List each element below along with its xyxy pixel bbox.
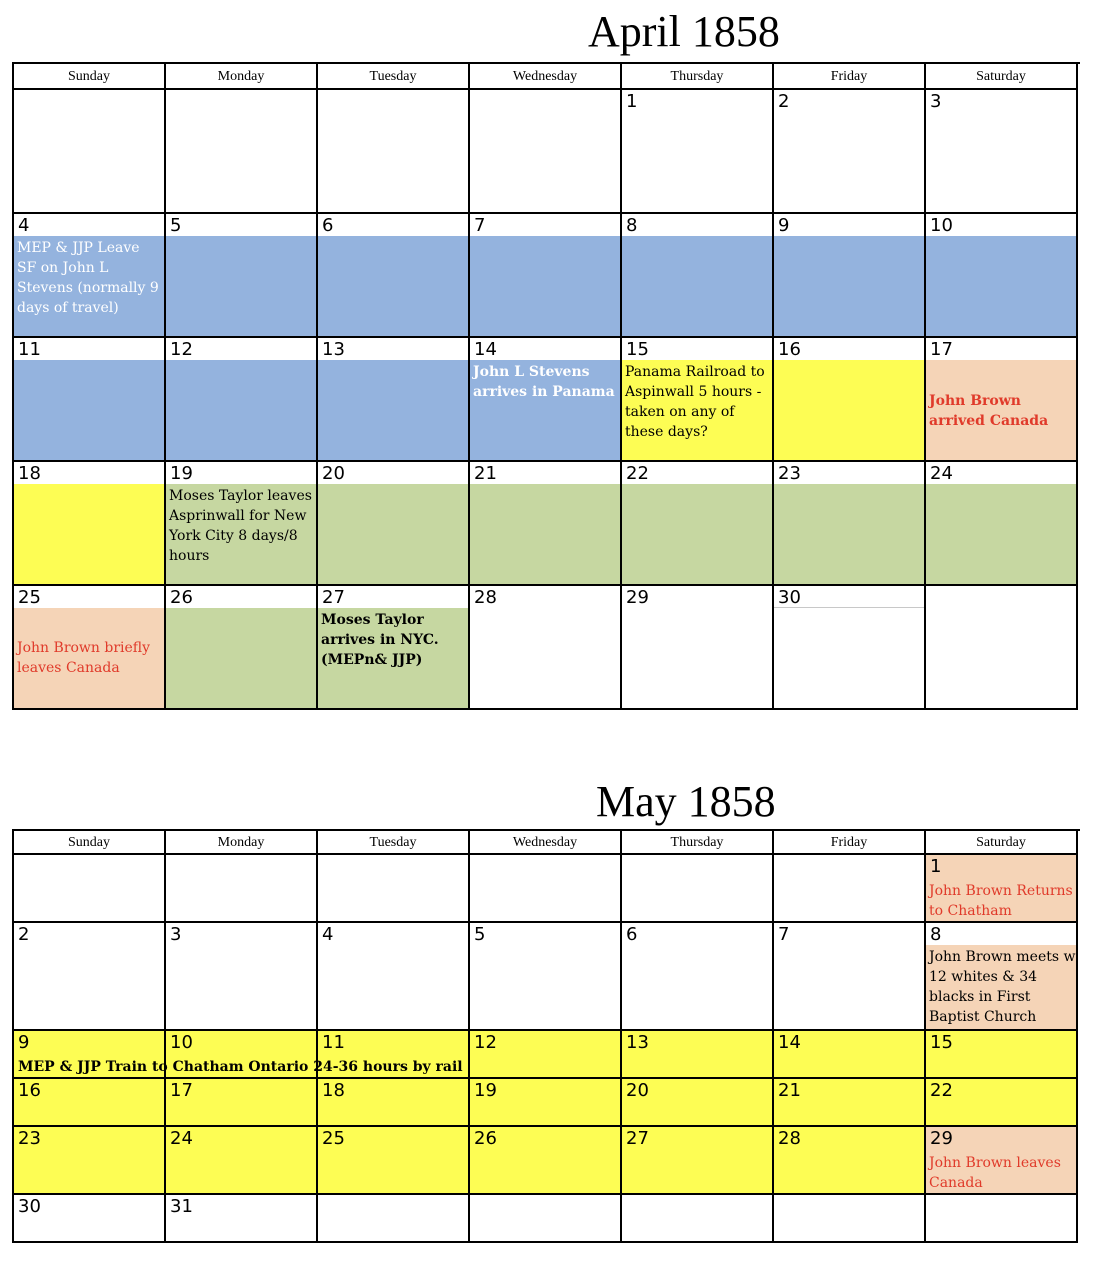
header-wednesday: Wednesday xyxy=(470,831,622,855)
event-moses-taylor-leaves: Moses Taylor leaves Asprinwall for New York City 8 days/8 hours xyxy=(169,488,312,564)
day-number: 26 xyxy=(474,1128,497,1149)
header-thursday: Thursday xyxy=(622,64,774,90)
day-cell-empty xyxy=(774,855,926,923)
day-cell-may-28 xyxy=(774,1127,926,1195)
day-cell-empty xyxy=(318,855,470,923)
event-john-brown-leaves: John Brown briefly leaves Canada xyxy=(17,640,151,676)
day-cell-apr-14 xyxy=(470,338,622,462)
day-number: 4 xyxy=(322,924,334,945)
day-cell-may-14 xyxy=(774,1031,926,1079)
day-number: 6 xyxy=(626,924,638,945)
day-number: 18 xyxy=(322,1080,345,1101)
event-leave-sf: MEP & JJP Leave SF on John L Stevens (normally 9 days of travel) xyxy=(17,240,159,316)
event-arrives-panama: John L Stevens arrives in Panama xyxy=(473,364,615,400)
day-cell-apr-7 xyxy=(470,214,622,338)
day-cell-may-31 xyxy=(166,1195,318,1243)
travel-band xyxy=(926,236,1076,336)
day-number: 1 xyxy=(930,856,942,877)
day-number: 14 xyxy=(474,339,497,360)
day-cell-may-25 xyxy=(318,1127,470,1195)
day-cell-may-7 xyxy=(774,923,926,1031)
day-cell-may-8 xyxy=(926,923,1078,1031)
day-cell-may-3 xyxy=(166,923,318,1031)
day-number: 22 xyxy=(930,1080,953,1101)
header-wednesday: Wednesday xyxy=(470,64,622,90)
day-cell-may-18 xyxy=(318,1079,470,1127)
header-monday: Monday xyxy=(166,64,318,90)
ship-band xyxy=(774,484,924,584)
day-cell-may-19 xyxy=(470,1079,622,1127)
day-number: 24 xyxy=(930,463,953,484)
day-cell-apr-12 xyxy=(166,338,318,462)
travel-band xyxy=(166,360,316,460)
day-number: 15 xyxy=(626,339,649,360)
day-cell-apr-20 xyxy=(318,462,470,586)
travel-band xyxy=(166,236,316,336)
travel-band xyxy=(14,360,164,460)
day-cell-may-12 xyxy=(470,1031,622,1079)
day-cell-may-2 xyxy=(14,923,166,1031)
day-cell-empty xyxy=(926,586,1078,710)
day-cell-apr-16 xyxy=(774,338,926,462)
day-number: 17 xyxy=(170,1080,193,1101)
day-cell-empty xyxy=(622,855,774,923)
may-calendar xyxy=(12,829,1080,1243)
day-number: 3 xyxy=(930,91,942,112)
day-cell-may-6 xyxy=(622,923,774,1031)
event-panama-railroad: Panama Railroad to Aspinwall 5 hours - taken on any of these days? xyxy=(625,364,765,440)
header-tuesday: Tuesday xyxy=(318,64,470,90)
day-cell-may-15 xyxy=(926,1031,1078,1079)
day-number: 12 xyxy=(170,339,193,360)
day-cell-empty xyxy=(622,1195,774,1243)
day-cell-may-29 xyxy=(926,1127,1078,1195)
day-number: 2 xyxy=(778,91,790,112)
day-cell-may-30 xyxy=(14,1195,166,1243)
day-cell-apr-4 xyxy=(14,214,166,338)
day-number: 8 xyxy=(626,215,638,236)
day-cell-apr-24 xyxy=(926,462,1078,586)
day-number: 5 xyxy=(474,924,486,945)
day-number: 20 xyxy=(626,1080,649,1101)
day-cell-may-16 xyxy=(14,1079,166,1127)
day-cell-apr-1 xyxy=(622,90,774,214)
day-number: 18 xyxy=(18,463,41,484)
ship-band xyxy=(622,484,772,584)
day-cell-may-4 xyxy=(318,923,470,1031)
day-number: 6 xyxy=(322,215,334,236)
event-john-brown-arrived: John Brown arrived Canada xyxy=(929,393,1049,429)
day-cell-apr-22 xyxy=(622,462,774,586)
day-number: 9 xyxy=(18,1032,30,1053)
day-cell-empty xyxy=(470,855,622,923)
day-cell-apr-27 xyxy=(318,586,470,710)
event-john-brown-returns: John Brown Returns to Chatham xyxy=(929,883,1073,919)
day-cell-apr-25 xyxy=(14,586,166,710)
day-cell-apr-30 xyxy=(774,586,926,710)
travel-band xyxy=(774,236,924,336)
day-number: 31 xyxy=(170,1196,193,1217)
day-number: 21 xyxy=(778,1080,801,1101)
day-number: 19 xyxy=(170,463,193,484)
day-number: 21 xyxy=(474,463,497,484)
day-cell-apr-26 xyxy=(166,586,318,710)
day-number: 25 xyxy=(322,1128,345,1149)
day-number: 22 xyxy=(626,463,649,484)
day-cell-apr-19 xyxy=(166,462,318,586)
day-cell-apr-23 xyxy=(774,462,926,586)
day-number: 1 xyxy=(626,91,638,112)
day-number: 28 xyxy=(474,587,497,608)
day-cell-empty xyxy=(318,1195,470,1243)
day-cell-apr-3 xyxy=(926,90,1078,214)
day-cell-may-13 xyxy=(622,1031,774,1079)
day-cell-empty xyxy=(14,855,166,923)
day-number: 10 xyxy=(170,1032,193,1053)
day-cell-apr-29 xyxy=(622,586,774,710)
day-cell-may-17 xyxy=(166,1079,318,1127)
day-number: 5 xyxy=(170,215,182,236)
day-number: 29 xyxy=(626,587,649,608)
travel-band xyxy=(470,236,620,336)
day-number: 2 xyxy=(18,924,30,945)
day-number: 27 xyxy=(322,587,345,608)
day-cell-apr-9 xyxy=(774,214,926,338)
day-cell-apr-17 xyxy=(926,338,1078,462)
day-number: 17 xyxy=(930,339,953,360)
header-friday: Friday xyxy=(774,831,926,855)
day-cell-may-27 xyxy=(622,1127,774,1195)
header-sunday: Sunday xyxy=(14,64,166,90)
day-number: 4 xyxy=(18,215,30,236)
day-number: 30 xyxy=(778,587,801,608)
day-cell-empty xyxy=(926,1195,1078,1243)
header-sunday: Sunday xyxy=(14,831,166,855)
day-number: 15 xyxy=(930,1032,953,1053)
event-moses-taylor-arrives: Moses Taylor arrives in NYC. (MEPn& JJP) xyxy=(321,612,439,668)
day-number: 11 xyxy=(322,1032,345,1053)
day-number: 16 xyxy=(18,1080,41,1101)
day-number: 16 xyxy=(778,339,801,360)
header-thursday: Thursday xyxy=(622,831,774,855)
ship-band xyxy=(926,484,1076,584)
day-number: 3 xyxy=(170,924,182,945)
day-cell-apr-15 xyxy=(622,338,774,462)
day-number: 25 xyxy=(18,587,41,608)
day-cell-empty xyxy=(166,90,318,214)
day-number: 26 xyxy=(170,587,193,608)
travel-band xyxy=(622,236,772,336)
april-calendar xyxy=(12,62,1080,710)
day-cell-empty xyxy=(14,90,166,214)
day-number: 27 xyxy=(626,1128,649,1149)
may-title: May 1858 xyxy=(596,777,776,826)
day-number: 24 xyxy=(170,1128,193,1149)
day-number: 23 xyxy=(778,463,801,484)
april-title: April 1858 xyxy=(588,7,780,56)
day-number: 20 xyxy=(322,463,345,484)
day-number: 11 xyxy=(18,339,41,360)
header-tuesday: Tuesday xyxy=(318,831,470,855)
header-saturday: Saturday xyxy=(926,64,1078,90)
ship-band xyxy=(318,484,468,584)
day-cell-may-22 xyxy=(926,1079,1078,1127)
header-saturday: Saturday xyxy=(926,831,1078,855)
day-cell-apr-21 xyxy=(470,462,622,586)
day-number: 9 xyxy=(778,215,790,236)
day-cell-apr-28 xyxy=(470,586,622,710)
day-cell-empty xyxy=(470,1195,622,1243)
day-number: 8 xyxy=(930,924,942,945)
day-cell-may-21 xyxy=(774,1079,926,1127)
ship-band xyxy=(166,608,316,708)
travel-band xyxy=(318,360,468,460)
day-cell-empty xyxy=(774,1195,926,1243)
event-train-to-chatham: MEP & JJP Train to Chatham Ontario 24-36 hours by rail xyxy=(18,1059,463,1075)
day-number: 13 xyxy=(626,1032,649,1053)
day-number: 7 xyxy=(474,215,486,236)
day-number: 30 xyxy=(18,1196,41,1217)
day-cell-may-24 xyxy=(166,1127,318,1195)
day-cell-apr-10 xyxy=(926,214,1078,338)
day-number: 14 xyxy=(778,1032,801,1053)
ship-band xyxy=(470,484,620,584)
day-number: 10 xyxy=(930,215,953,236)
day-cell-apr-13 xyxy=(318,338,470,462)
railroad-band xyxy=(14,484,164,584)
day-cell-may-5 xyxy=(470,923,622,1031)
day-cell-empty xyxy=(470,90,622,214)
day-cell-may-1 xyxy=(926,855,1078,923)
day-cell-apr-18 xyxy=(14,462,166,586)
event-john-brown-leaves-canada: John Brown leaves Canada xyxy=(929,1155,1061,1191)
header-monday: Monday xyxy=(166,831,318,855)
day-cell-empty xyxy=(318,90,470,214)
day-cell-may-26 xyxy=(470,1127,622,1195)
day-cell-apr-8 xyxy=(622,214,774,338)
day-number: 12 xyxy=(474,1032,497,1053)
day-number: 13 xyxy=(322,339,345,360)
day-number: 7 xyxy=(778,924,790,945)
day-cell-apr-11 xyxy=(14,338,166,462)
header-friday: Friday xyxy=(774,64,926,90)
day-cell-apr-5 xyxy=(166,214,318,338)
day-number: 28 xyxy=(778,1128,801,1149)
day-cell-apr-6 xyxy=(318,214,470,338)
day-number: 19 xyxy=(474,1080,497,1101)
railroad-band xyxy=(774,360,924,460)
day-number: 23 xyxy=(18,1128,41,1149)
day-cell-apr-2 xyxy=(774,90,926,214)
day-cell-empty xyxy=(166,855,318,923)
day-cell-may-20 xyxy=(622,1079,774,1127)
day-cell-may-23 xyxy=(14,1127,166,1195)
travel-band xyxy=(318,236,468,336)
event-john-brown-meets: John Brown meets w 12 whites & 34 blacks in First Baptist Church xyxy=(929,949,1076,1025)
day-number: 29 xyxy=(930,1128,953,1149)
